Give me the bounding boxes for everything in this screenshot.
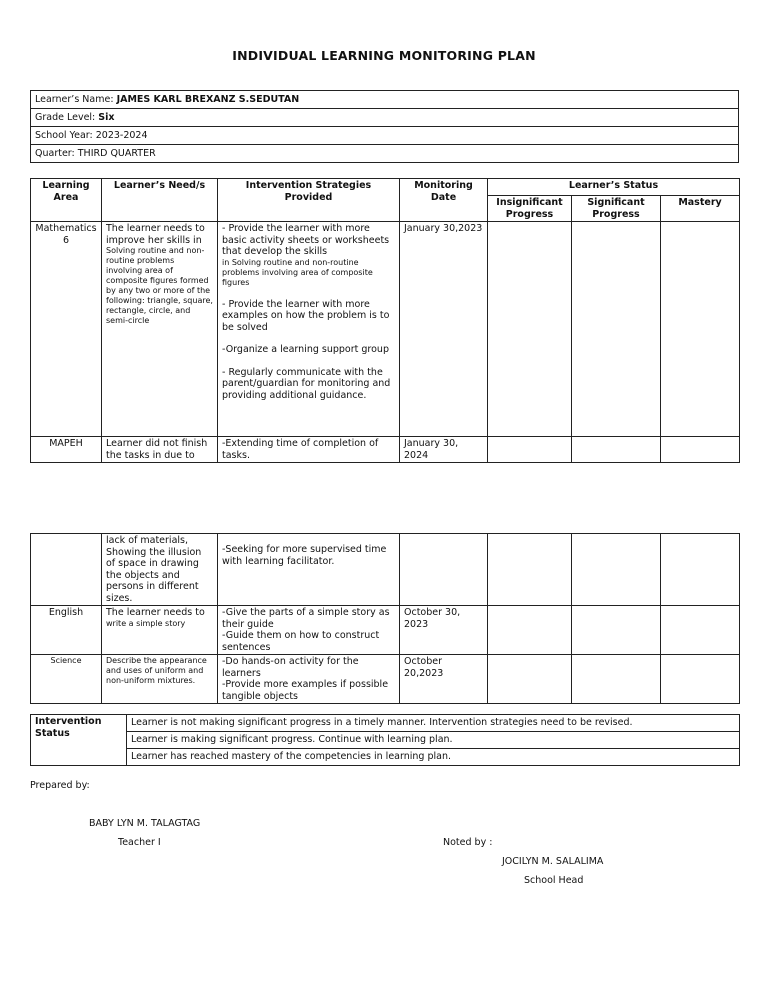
header-insignificant-progress: Insignificant Progress	[488, 196, 572, 222]
quarter-row	[31, 145, 739, 163]
status-row	[31, 749, 740, 766]
strategy-detail-text: in Solving routine and non-routine problems involving area of composite figures	[222, 257, 373, 287]
strategies-cell	[218, 534, 400, 606]
preparer-title: Teacher I	[118, 837, 161, 848]
grade-level-row	[31, 109, 739, 127]
noter-name: JOCILYN M. SALALIMA	[502, 856, 604, 867]
strategies-cell	[218, 655, 400, 704]
need-detail-text: write a simple story	[106, 618, 186, 628]
preparer-name: BABY LYN M. TALAGTAG	[89, 818, 201, 829]
strategy-text: -Seeking for more supervised time with learning facilitator.	[222, 544, 387, 567]
noter-title: School Head	[524, 875, 584, 886]
monitoring-date-cell: January 30,2023	[400, 222, 488, 437]
monitoring-date-cell	[400, 534, 488, 606]
mastery-cell	[661, 534, 740, 606]
strategy-text: - Provide the learner with more basic activity sheets or worksheets that develop the skills	[222, 223, 390, 257]
grade-level-label: Grade Level:	[35, 111, 96, 123]
learner-info-table	[30, 90, 739, 163]
table-row	[31, 655, 740, 704]
mastery-cell	[661, 437, 740, 463]
header-learning-area: Learning Area	[31, 179, 102, 222]
intervention-status-label: Intervention Status	[31, 715, 127, 766]
mastery-cell	[661, 606, 740, 655]
significant-progress-cell	[572, 437, 661, 463]
monitoring-plan-table	[30, 178, 740, 463]
learner-needs-cell: Learner did not finish the tasks in due to	[102, 437, 218, 463]
insignificant-progress-cell	[488, 437, 572, 463]
strategies-cell	[218, 222, 400, 437]
header-monitoring-date: Monitoring Date	[400, 179, 488, 222]
status-description: Learner is making significant progress. Continue with learning plan.	[127, 732, 740, 749]
strategy-text: -Guide them on how to construct sentences	[222, 630, 380, 653]
status-description: Learner has reached mastery of the competencies in learning plan.	[127, 749, 740, 766]
learner-name-label: Learner’s Name:	[35, 93, 114, 105]
table-row	[31, 606, 740, 655]
strategy-text: -Organize a learning support group	[222, 344, 389, 355]
monitoring-plan-table-continued	[30, 533, 740, 704]
learning-area-cell: MAPEH	[31, 437, 102, 463]
learning-area-cell	[31, 534, 102, 606]
header-learner-needs: Learner’s Need/s	[102, 179, 218, 222]
header-learner-status: Learner’s Status	[488, 179, 740, 196]
learner-name-row	[31, 91, 739, 109]
monitoring-date-cell: October 20,2023	[400, 655, 488, 704]
document-title: INDIVIDUAL LEARNING MONITORING PLAN	[232, 48, 536, 63]
mastery-cell	[661, 222, 740, 437]
grade-level-value: Six	[98, 111, 115, 123]
learning-area-cell: Science	[31, 655, 102, 704]
learner-needs-cell	[102, 606, 218, 655]
header-mastery: Mastery	[661, 196, 740, 222]
significant-progress-cell	[572, 655, 661, 704]
header-intervention-strategies: Intervention Strategies Provided	[218, 179, 400, 222]
table-row	[31, 222, 740, 437]
insignificant-progress-cell	[488, 222, 572, 437]
strategy-text: -Provide more examples if possible tangible objects	[222, 679, 389, 702]
table-row	[31, 437, 740, 463]
learner-needs-cell: Describe the appearance and uses of uniform and non-uniform mixtures.	[102, 655, 218, 704]
strategy-text: - Provide the learner with more examples on how the problem is to be solved	[222, 298, 390, 333]
status-description: Learner is not making significant progress in a timely manner. Intervention strategies need to be revised.	[127, 715, 740, 732]
header-row	[31, 179, 740, 196]
strategies-cell: -Extending time of completion of tasks.	[218, 437, 400, 463]
status-row	[31, 732, 740, 749]
insignificant-progress-cell	[488, 606, 572, 655]
school-year-row	[31, 127, 739, 145]
strategy-text: -Give the parts of a simple story as their guide	[222, 607, 390, 630]
quarter: Quarter: THIRD QUARTER	[31, 145, 739, 163]
learner-needs-cell: lack of materials, Showing the illusion of space in drawing the objects and persons in different sizes.	[102, 534, 218, 606]
table-row	[31, 534, 740, 606]
significant-progress-cell	[572, 222, 661, 437]
need-detail-text: Solving routine and non-routine problems involving area of composite figures formed by any two or more of the following: triangle, square, rectangle, circle, and semi-circle	[106, 246, 213, 325]
insignificant-progress-cell	[488, 655, 572, 704]
strategies-cell	[218, 606, 400, 655]
noted-by-label: Noted by :	[443, 837, 493, 848]
monitoring-date-cell: October 30, 2023	[400, 606, 488, 655]
learner-needs-cell	[102, 222, 218, 437]
header-significant-progress: Significant Progress	[572, 196, 661, 222]
significant-progress-cell	[572, 606, 661, 655]
mastery-cell	[661, 655, 740, 704]
school-year: School Year: 2023-2024	[31, 127, 739, 145]
status-row	[31, 715, 740, 732]
prepared-by-label: Prepared by:	[30, 780, 90, 791]
strategy-text: -Do hands-on activity for the learners	[222, 656, 359, 679]
monitoring-date-cell: January 30, 2024	[400, 437, 488, 463]
learning-area-cell: Mathematics 6	[31, 222, 102, 437]
learner-name-value: JAMES KARL BREXANZ S.SEDUTAN	[116, 93, 300, 105]
intervention-status-table	[30, 714, 740, 766]
strategy-text: - Regularly communicate with the parent/guardian for monitoring and providing additional guidance.	[222, 366, 391, 401]
significant-progress-cell	[572, 534, 661, 606]
need-text: The learner needs to improve her skills in	[106, 223, 205, 246]
need-text: The learner needs to	[106, 607, 205, 618]
learning-area-cell: English	[31, 606, 102, 655]
insignificant-progress-cell	[488, 534, 572, 606]
